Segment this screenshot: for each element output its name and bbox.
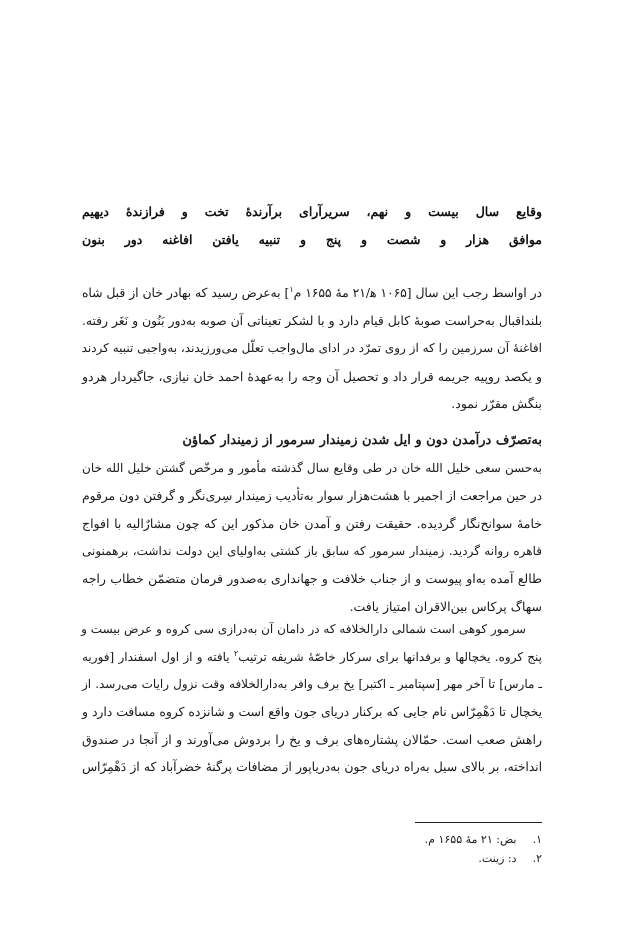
- paragraph-2-line-1: به‌حسن سعی خلیل الله خان در طی وقایع سال گذشته مأمور و مرخّص گشتن خلیل الله خان: [82, 461, 542, 475]
- paragraph-3-line-6: انداخته، بر بالای سیل به‌راه دریای جون به‌دریاپور از مضافات پرگنهٔ خضرآباد که از دَهْمِرّاس: [82, 759, 542, 774]
- paragraph-3-line-3: ـ مارس] تا آخر مهر [سپتامبر ـ اکتبر] یخ برف وافر به‌دارالخلافه وقت نزول رایات می‌رسد. از: [82, 677, 542, 692]
- paragraph-2-line-3: خامهٔ سوانح‌نگار گردیده. حقیقت رفتن و آمدن خان مذکور این که چون مشارٌالیه با افواج: [82, 516, 542, 532]
- paragraph-3-line-2-start: پنج کروه. یخچالها و برفدانها برای سرکار خاصّهٔ شریفه ترتیب: [238, 649, 543, 664]
- paragraph-1-line-5: بنگش مقرّر نمود.: [451, 396, 542, 412]
- paragraph-1-line-2: بلنداقبال به‌حراست صوبهٔ کابل قیام دارد و با لشکر تعیناتی آن صوبه به‌دور بَنُون و نَغَر رفته.: [82, 313, 542, 328]
- paragraph-1-line-3: افاغنهٔ آن سرزمین را که از روی تمرّد در ادای مال‌واجب تعلّل می‌ورزیدند، به‌واجبی تنبیه کردند: [81, 341, 542, 356]
- paragraph-1-line-1-end: ] به‌عرض رسید که بهادر خان از قبل شاه: [82, 286, 290, 300]
- paragraph-2-line-4: قاهره روانه گردید. زمیندار سرمور که سابق باز کشتی به‌اولیای این دولت نداشت، برهمنونی: [82, 543, 542, 558]
- paragraph-3-line-2: [82, 644, 542, 672]
- paragraph-3-line-1: سرمور کوهی است شمالی دارالخلافه که در دامان آن به‌درازی سی کروه و عرض بیست و: [81, 622, 526, 636]
- paragraph-1-line-1: [82, 280, 542, 308]
- footnote-divider: [415, 822, 542, 823]
- title-line-2: موافق هزار و شصت و پنج و تنبیه یافتن افاغنه دور بنون: [82, 231, 542, 247]
- paragraph-2-line-2: در حین مراجعت از اجمیر با هشت‌هزار سوار به‌تأدیب زمیندار سِری‌نگر و گرفتن دون مرقوم: [82, 488, 542, 503]
- paragraph-3-line-5: راهش صعب است. حمّالان پشتاره‌های برف و یخ را بردوش می‌آورند و از آنجا در صندوق: [82, 732, 542, 748]
- paragraph-2-line-6: سهاگ پرکاس بین‌الاقران امتیاز یافت.: [349, 598, 542, 614]
- paragraph-2: [82, 455, 542, 621]
- paragraph-1: [82, 280, 542, 418]
- footnote-2-text: د: زینت.: [478, 852, 517, 865]
- footnote-2-number: ۲.: [532, 852, 542, 865]
- title-line-1: وقایع سال بیست و نهم، سریرآرای برآرندهٔ تخت و فرازندهٔ دیهیم: [82, 204, 542, 219]
- section-heading: به‌تصرّف درآمدن دون و ایل شدن زمیندار سرمور از زمیندار کماؤن: [182, 433, 542, 448]
- paragraph-3: [82, 616, 542, 782]
- footnote-ref-2[interactable]: ۲: [233, 648, 239, 658]
- footnote-ref-1[interactable]: ۱: [289, 284, 294, 294]
- paragraph-1-line-4: و یکصد روپیه جریمه قرار داد و تحصیل آن وجه را به‌عهدهٔ احمد خان نیازی، جاگیردار هردو: [82, 368, 542, 384]
- paragraph-3-line-2-end: یافته و از اول اسفندار [فوریه: [82, 649, 234, 664]
- paragraph-3-line-4: یخچال تا دَهْمِرّاس نام جایی که برکنار دریای جون واقع است و شانزده کروه مسافت دارد و: [82, 704, 542, 719]
- chapter-title: [82, 198, 542, 253]
- paragraph-1-line-1-start: در اواسط رجب این سال [۱۰۶۵ ه‍/۲۱ مهٔ ۱۶۵۵ م: [293, 286, 543, 300]
- footnote-1-number: ۱.: [532, 833, 542, 846]
- paragraph-2-line-5: طالع آمده به‌او پیوست و از جناب خلافت و جهانداری به‌صدور فرمان متضمّن خطاب راجه: [82, 571, 542, 587]
- footnote-2: [300, 849, 542, 868]
- footnote-1: [300, 830, 542, 849]
- footnote-1-text: بض: ۲۱ مهٔ ۱۶۵۵ م.: [424, 833, 517, 846]
- footnotes: [300, 830, 542, 868]
